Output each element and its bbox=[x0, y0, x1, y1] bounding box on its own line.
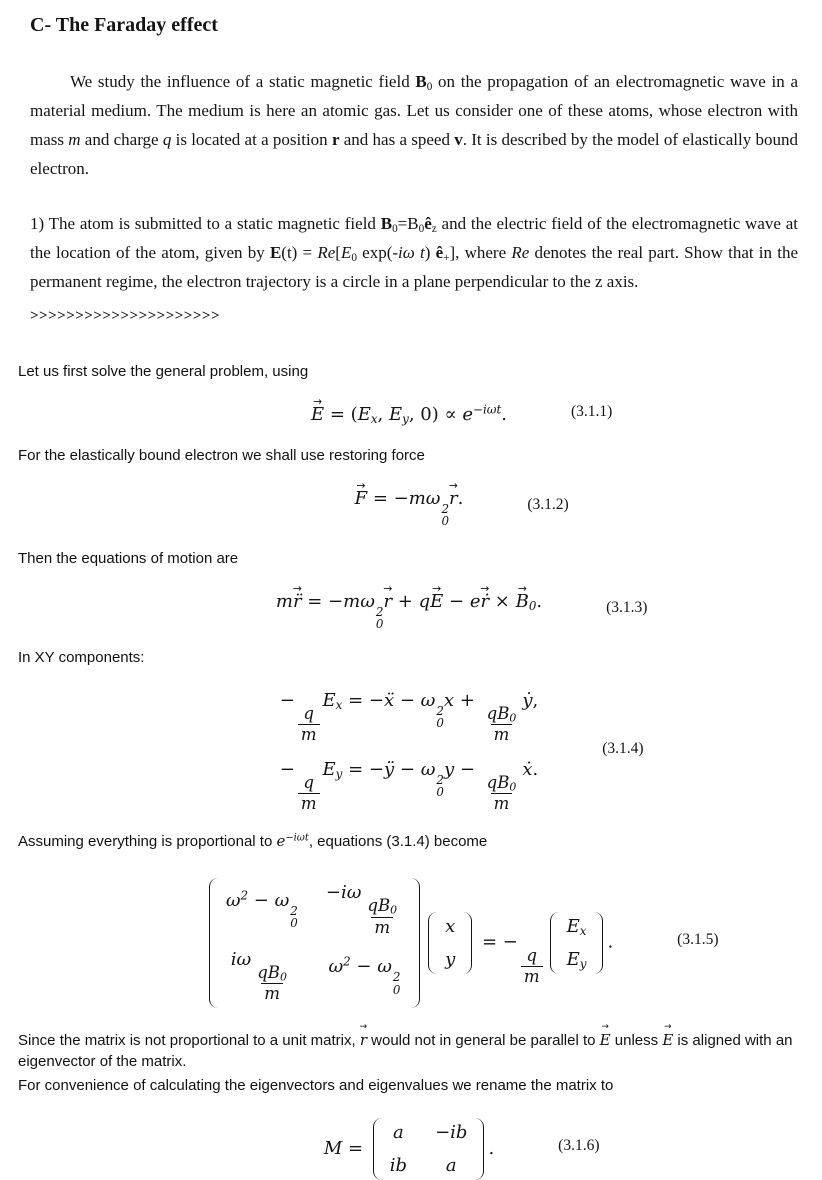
equation-3-1-1-tag: (3.1.1) bbox=[571, 402, 613, 420]
equation-3-1-1-body: → E = (Ex, Ey, $0) \propto e^{-i\omega t}$. bbox=[311, 394, 507, 426]
equation-3-1-2-body: → F = −mω 2 0 → r. bbox=[354, 478, 464, 529]
equation-3-1-4 bbox=[18, 684, 800, 813]
equation-3-1-6-body: M = a −ib ib a . bbox=[324, 1112, 494, 1180]
solution-intro-line: Let us first solve the general problem, using bbox=[18, 363, 309, 380]
equation-3-1-1 bbox=[18, 394, 800, 426]
equation-3-1-5-tag: (3.1.5) bbox=[677, 930, 719, 948]
xy-components-line: In XY components: bbox=[18, 648, 145, 666]
equation-3-1-4-line1: − $\frac{q}{m}$ Ex = −ẍ − ω 2 0 x + $\frac{qB0}{m}$ ẏ, bbox=[279, 689, 539, 745]
equation-3-1-2 bbox=[18, 478, 800, 529]
assume-proportional-line: Assuming everything is proportional to $e^{-i\omega t}$, equations (3.1.4) become bbox=[18, 832, 488, 851]
equation-3-1-3-body: m → r̈ = −mω 2 0 → r + q → E − e → ṙ × → B0. bbox=[275, 581, 543, 632]
intro-paragraph: We study the influence of a static magnetic field B0 on the propagation of an electromagnetic wave in a material medium. The medium is here an atomic gas. Let us consider one of these atoms, whose electron with mass m and charge q is located at a position r and has a speed v. It is described by the model of elastically bound electron. bbox=[30, 72, 798, 178]
equation-3-1-3 bbox=[18, 581, 800, 632]
equation-3-1-5-body: $\omega^2 - \omega$ 2 0 −iω $\frac{qB0}{m}$ iω $\frac{qB0}{m}$ $\omega^2 - \omega$ 2 0 x y = − $\frac{q}{m}$ Ex Ey . bbox=[205, 872, 613, 1007]
equation-3-1-6-tag: (3.1.6) bbox=[558, 1136, 600, 1154]
equation-3-1-4-body bbox=[280, 684, 539, 813]
separator-arrows: >>>>>>>>>>>>>>>>>>>>> bbox=[30, 308, 220, 324]
equation-3-1-6 bbox=[18, 1112, 800, 1180]
section-title: C- The Faraday effect bbox=[30, 14, 218, 36]
equation-3-1-5 bbox=[18, 872, 800, 1007]
question-paragraph: 1) The atom is submitted to a static magnetic field B0=B0êz and the electric field of the electromagnetic wave at the location of the atom, given by E(t) = Re[E0 exp(-iω t) ê+], where Re denotes the real part. Show that in the permanent regime, the electron trajectory is a circle in a plane perpendicular to the z axis. bbox=[30, 214, 798, 291]
equation-3-1-4-line2: − $\frac{q}{m}$ Ey = −ÿ − ω 2 0 y − $\frac{qB0}{m}$ ẋ. bbox=[279, 758, 539, 813]
matrix-discussion-paragraph: Since the matrix is not proportional to a unit matrix, → r would not in general be parallel to → E unless → E is aligned with an eigenvector of the matrix. bbox=[18, 1022, 793, 1070]
equation-3-1-2-tag: (3.1.2) bbox=[527, 495, 569, 513]
rename-matrix-line: For convenience of calculating the eigenvectors and eigenvalues we rename the matrix to bbox=[18, 1076, 614, 1094]
equation-3-1-3-tag: (3.1.3) bbox=[606, 598, 648, 616]
equation-3-1-4-tag: (3.1.4) bbox=[602, 739, 644, 757]
restoring-force-line: For the elastically bound electron we shall use restoring force bbox=[18, 447, 425, 464]
equations-of-motion-line: Then the equations of motion are bbox=[18, 549, 239, 567]
